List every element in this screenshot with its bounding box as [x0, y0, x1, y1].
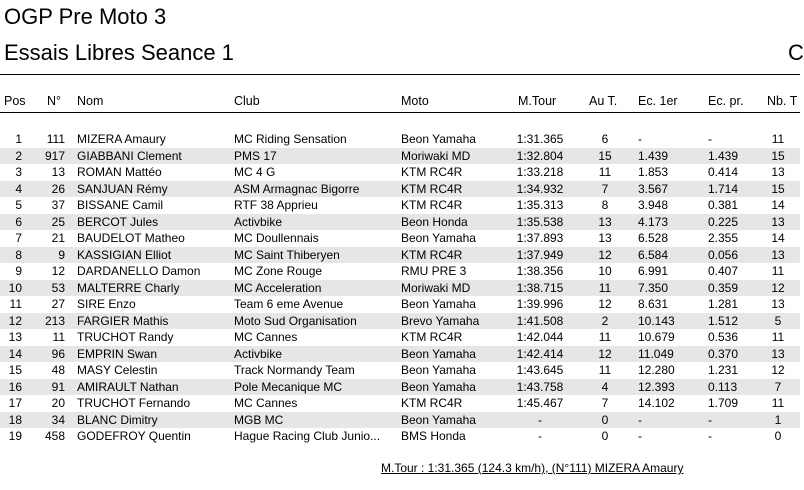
- best-lap-cell: 1:38.715: [516, 280, 564, 295]
- laps-cell: 7: [774, 379, 782, 394]
- table-row: [0, 247, 800, 264]
- pos-cell: 13: [8, 330, 22, 344]
- pos-cell: 8: [15, 247, 22, 262]
- moto-cell: Beon Yamaha: [401, 231, 476, 245]
- number-cell: 917: [44, 148, 65, 163]
- header-best-lap: M.Tour: [518, 94, 557, 108]
- gap-first-cell: 7.350: [638, 280, 669, 295]
- lap-number-cell: 12: [598, 297, 612, 311]
- moto-cell: Moriwaki MD: [401, 148, 471, 163]
- table-row: [0, 263, 800, 280]
- table-row: [0, 164, 800, 181]
- name-cell: MALTERRE Charly: [77, 280, 180, 295]
- club-cell: MC Riding Sensation: [234, 132, 347, 146]
- laps-cell: 14: [771, 231, 785, 245]
- session-title: Essais Libres Seance 1: [4, 40, 234, 65]
- table-row: [0, 148, 800, 165]
- laps-cell: 13: [771, 214, 785, 229]
- club-cell: PMS 17: [234, 148, 277, 163]
- gap-previous-cell: 0.381: [708, 198, 739, 212]
- number-cell: 37: [51, 198, 65, 212]
- laps-cell: 12: [771, 280, 785, 295]
- moto-cell: Beon Yamaha: [401, 297, 476, 311]
- number-cell: 26: [51, 181, 65, 196]
- lap-number-cell: 15: [598, 148, 612, 163]
- best-lap-footer: M.Tour : 1:31.365 (124.3 km/h), (N°111) MIZERA Amaury: [381, 461, 684, 475]
- header-name: Nom: [77, 94, 104, 108]
- laps-cell: 13: [771, 247, 785, 262]
- moto-cell: Moriwaki MD: [401, 280, 471, 295]
- table-row: [0, 214, 800, 231]
- gap-first-cell: 14.102: [638, 396, 675, 410]
- laps-cell: 11: [771, 132, 785, 146]
- lap-number-cell: 4: [601, 379, 609, 394]
- gap-previous-cell: 1.281: [708, 297, 739, 311]
- gap-previous-cell: 1.709: [708, 396, 739, 410]
- pos-cell: 10: [8, 280, 22, 295]
- laps-cell: 5: [774, 313, 782, 328]
- gap-previous-cell: -: [708, 132, 712, 146]
- table-row: [0, 296, 800, 313]
- header-pos: Pos: [4, 94, 26, 108]
- lap-number-cell: 10: [598, 264, 612, 278]
- lap-number-cell: 8: [601, 198, 609, 212]
- lap-number-cell: 2: [601, 313, 609, 328]
- number-cell: 213: [44, 313, 65, 328]
- lap-number-cell: 7: [601, 181, 609, 196]
- table-row: [0, 197, 800, 214]
- club-cell: MC Zone Rouge: [234, 264, 323, 278]
- moto-cell: Beon Honda: [401, 214, 468, 229]
- club-cell: MGB MC: [234, 412, 284, 427]
- gap-previous-cell: -: [708, 412, 712, 427]
- gap-first-cell: 6.584: [638, 247, 669, 262]
- lap-number-cell: 11: [598, 330, 612, 344]
- gap-previous-cell: 0.407: [708, 264, 739, 278]
- header-lap-number: Au T.: [589, 94, 618, 108]
- page-title: OGP Pre Moto 3: [4, 4, 167, 29]
- laps-cell: 12: [771, 363, 785, 377]
- best-lap-cell: 1:35.538: [516, 214, 564, 229]
- header-gap-previous: Ec. pr.: [708, 94, 744, 108]
- laps-cell: 13: [771, 346, 785, 361]
- lap-number-cell: 13: [598, 231, 612, 245]
- lap-number-cell: 11: [598, 363, 612, 377]
- club-cell: Team 6 eme Avenue: [234, 297, 344, 311]
- pos-cell: 17: [8, 396, 22, 410]
- number-cell: 91: [51, 379, 65, 394]
- gap-previous-cell: 0.113: [708, 379, 738, 394]
- name-cell: GODEFROY Quentin: [77, 429, 191, 443]
- table-row: [0, 395, 800, 412]
- name-cell: TRUCHOT Randy: [77, 330, 174, 344]
- moto-cell: KTM RC4R: [401, 247, 463, 262]
- table-row: [0, 412, 800, 429]
- name-cell: BAUDELOT Matheo: [77, 231, 185, 245]
- moto-cell: KTM RC4R: [401, 330, 463, 344]
- pos-cell: 5: [15, 198, 22, 212]
- moto-cell: KTM RC4R: [401, 165, 463, 179]
- name-cell: MASY Celestin: [77, 363, 158, 377]
- moto-cell: KTM RC4R: [401, 181, 463, 196]
- lap-number-cell: 12: [598, 346, 612, 361]
- table-row: [0, 346, 800, 363]
- table-header: [0, 93, 800, 110]
- name-cell: SIRE Enzo: [77, 297, 136, 311]
- best-lap-cell: 1:33.218: [516, 165, 564, 179]
- number-cell: 27: [51, 297, 65, 311]
- moto-cell: KTM RC4R: [401, 198, 463, 212]
- moto-cell: Beon Yamaha: [401, 412, 476, 427]
- pos-cell: 18: [8, 412, 22, 427]
- best-lap-cell: -: [538, 429, 542, 443]
- gap-first-cell: 3.567: [638, 181, 669, 196]
- gap-first-cell: 6.991: [638, 264, 669, 278]
- name-cell: BLANC Dimitry: [77, 412, 158, 427]
- best-lap-cell: 1:34.932: [516, 181, 564, 196]
- gap-previous-cell: 1.512: [708, 313, 739, 328]
- club-cell: MC Acceleration: [234, 280, 322, 295]
- name-cell: AMIRAULT Nathan: [77, 379, 179, 394]
- gap-first-cell: 1.439: [638, 148, 669, 163]
- moto-cell: RMU PRE 3: [401, 264, 467, 278]
- lap-number-cell: 6: [601, 132, 609, 146]
- table-row: [0, 329, 800, 346]
- best-lap-cell: -: [538, 412, 542, 427]
- best-lap-cell: 1:43.758: [516, 379, 564, 394]
- pos-cell: 16: [8, 379, 22, 394]
- number-cell: 458: [44, 429, 65, 443]
- lap-number-cell: 11: [598, 280, 612, 295]
- moto-cell: Beon Yamaha: [401, 132, 476, 146]
- table-row: [0, 280, 800, 297]
- lap-number-cell: 0: [601, 429, 609, 443]
- gap-first-cell: 1.853: [638, 165, 669, 179]
- club-cell: MC 4 G: [234, 165, 276, 179]
- gap-first-cell: 10.143: [638, 313, 675, 328]
- gap-first-cell: 10.679: [638, 330, 675, 344]
- club-cell: ASM Armagnac Bigorre: [234, 181, 360, 196]
- header-club: Club: [234, 94, 260, 108]
- pos-cell: 3: [15, 165, 22, 179]
- laps-cell: 11: [771, 330, 785, 344]
- best-lap-cell: 1:37.949: [516, 247, 564, 262]
- laps-cell: 13: [771, 165, 785, 179]
- gap-first-cell: -: [638, 132, 642, 146]
- moto-cell: Brevo Yamaha: [401, 313, 480, 328]
- pos-cell: 7: [15, 231, 22, 245]
- lap-number-cell: 13: [598, 214, 612, 229]
- best-lap-cell: 1:32.804: [516, 148, 564, 163]
- club-cell: Track Normandy Team: [234, 363, 355, 377]
- club-cell: MC Cannes: [234, 330, 298, 344]
- gap-first-cell: 8.631: [638, 297, 669, 311]
- gap-previous-cell: 0.414: [708, 165, 739, 179]
- gap-previous-cell: 0.370: [708, 346, 739, 361]
- lap-number-cell: 0: [601, 412, 609, 427]
- club-cell: MC Doullennais: [234, 231, 319, 245]
- best-lap-cell: 1:42.044: [516, 330, 564, 344]
- best-lap-cell: 1:31.365: [516, 132, 564, 146]
- number-cell: 21: [51, 231, 65, 245]
- header-gap-first: Ec. 1er: [638, 94, 678, 108]
- header-laps: Nb. T: [767, 94, 798, 108]
- name-cell: KASSIGIAN Elliot: [77, 247, 172, 262]
- best-lap-cell: 1:42.414: [516, 346, 564, 361]
- number-cell: 13: [51, 165, 65, 179]
- number-cell: 12: [51, 264, 65, 278]
- best-lap-cell: 1:39.996: [516, 297, 564, 311]
- club-cell: RTF 38 Apprieu: [234, 198, 318, 212]
- gap-previous-cell: 0.359: [708, 280, 739, 295]
- name-cell: EMPRIN Swan: [77, 346, 158, 361]
- number-cell: 111: [46, 132, 65, 146]
- gap-first-cell: 11.049: [638, 346, 674, 361]
- laps-cell: 11: [771, 264, 785, 278]
- pos-cell: 14: [8, 346, 22, 361]
- gap-previous-cell: 1.439: [708, 148, 739, 163]
- best-lap-cell: 1:45.467: [516, 396, 564, 410]
- table-row: [0, 181, 800, 198]
- pos-cell: 19: [8, 429, 22, 443]
- best-lap-cell: 1:41.508: [516, 313, 564, 328]
- club-cell: Activbike: [234, 214, 283, 229]
- table-row: [0, 230, 800, 247]
- name-cell: MIZERA Amaury: [77, 132, 166, 146]
- gap-previous-cell: -: [708, 429, 712, 443]
- name-cell: ROMAN Mattéo: [77, 165, 162, 179]
- pos-cell: 4: [15, 181, 22, 196]
- gap-previous-cell: 0.536: [708, 330, 739, 344]
- pos-cell: 6: [15, 214, 22, 229]
- lap-number-cell: 7: [601, 396, 609, 410]
- laps-cell: 13: [771, 297, 785, 311]
- club-cell: Activbike: [234, 346, 283, 361]
- lap-number-cell: 11: [598, 165, 612, 179]
- header-moto: Moto: [401, 94, 429, 108]
- table-row: [0, 131, 800, 148]
- club-cell: Hague Racing Club Junio...: [234, 429, 381, 443]
- best-lap-cell: 1:43.645: [516, 363, 564, 377]
- pos-cell: 2: [15, 148, 22, 163]
- laps-cell: 0: [774, 429, 782, 443]
- name-cell: DARDANELLO Damon: [77, 264, 201, 278]
- title-divider: [0, 74, 800, 75]
- laps-cell: 14: [771, 198, 785, 212]
- name-cell: SANJUAN Rémy: [77, 181, 168, 196]
- gap-first-cell: 12.280: [638, 363, 675, 377]
- gap-first-cell: 3.948: [638, 198, 669, 212]
- moto-cell: Beon Yamaha: [401, 379, 476, 394]
- table-row: [0, 313, 800, 330]
- table-row: [0, 379, 800, 396]
- pos-cell: 15: [8, 363, 22, 377]
- laps-cell: 1: [774, 412, 782, 427]
- name-cell: TRUCHOT Fernando: [77, 396, 191, 410]
- truncated-right-title: C: [788, 40, 804, 65]
- number-cell: 48: [51, 363, 65, 377]
- pos-cell: 11: [9, 297, 22, 311]
- gap-first-cell: -: [638, 412, 642, 427]
- gap-previous-cell: 1.231: [708, 363, 739, 377]
- name-cell: GIABBANI Clement: [77, 148, 182, 163]
- gap-previous-cell: 0.225: [708, 214, 739, 229]
- club-cell: MC Cannes: [234, 396, 298, 410]
- moto-cell: Beon Yamaha: [401, 346, 476, 361]
- name-cell: BERCOT Jules: [77, 214, 159, 229]
- pos-cell: 1: [15, 132, 22, 146]
- best-lap-cell: 1:35.313: [516, 198, 564, 212]
- name-cell: BISSANE Camil: [77, 198, 164, 212]
- lap-number-cell: 12: [598, 247, 612, 262]
- laps-cell: 15: [771, 181, 785, 196]
- moto-cell: Beon Yamaha: [401, 363, 476, 377]
- club-cell: Pole Mecanique MC: [234, 379, 343, 394]
- club-cell: MC Saint Thiberyen: [234, 247, 340, 262]
- gap-first-cell: 4.173: [638, 214, 669, 229]
- name-cell: FARGIER Mathis: [77, 313, 169, 328]
- number-cell: 96: [51, 346, 65, 361]
- gap-previous-cell: 2.355: [708, 231, 739, 245]
- results-table-body: [0, 131, 800, 445]
- laps-cell: 11: [771, 396, 785, 410]
- moto-cell: KTM RC4R: [401, 396, 463, 410]
- gap-first-cell: 12.393: [638, 379, 675, 394]
- gap-previous-cell: 1.714: [708, 181, 739, 196]
- header-divider: [0, 112, 800, 113]
- number-cell: 11: [52, 330, 65, 344]
- moto-cell: BMS Honda: [401, 429, 466, 443]
- number-cell: 53: [51, 280, 65, 295]
- best-lap-cell: 1:38.356: [516, 264, 564, 278]
- best-lap-cell: 1:37.893: [516, 231, 564, 245]
- gap-first-cell: -: [638, 429, 642, 443]
- club-cell: Moto Sud Organisation: [234, 313, 357, 328]
- pos-cell: 9: [15, 264, 22, 278]
- laps-cell: 15: [771, 148, 785, 163]
- number-cell: 20: [51, 396, 65, 410]
- gap-previous-cell: 0.056: [708, 247, 739, 262]
- table-row: [0, 362, 800, 379]
- number-cell: 34: [51, 412, 65, 427]
- number-cell: 9: [58, 247, 65, 262]
- header-number: N°: [47, 94, 62, 108]
- pos-cell: 12: [8, 313, 22, 328]
- number-cell: 25: [51, 214, 65, 229]
- gap-first-cell: 6.528: [638, 231, 669, 245]
- table-row: [0, 428, 800, 445]
